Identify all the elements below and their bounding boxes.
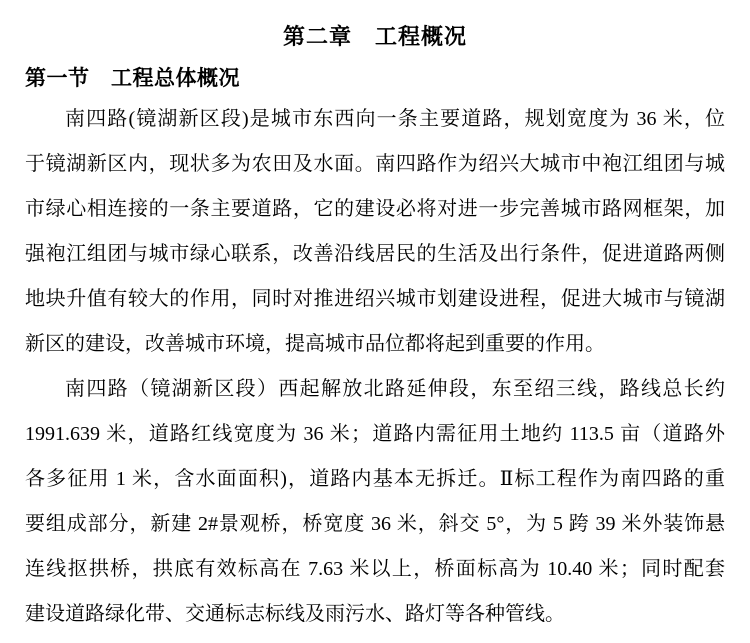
paragraph-line: 南四路（镜湖新区段）西起解放北路延伸段，东至绍三线，路线总长约 bbox=[65, 378, 725, 400]
paragraph-line: 市绿心相连接的一条主要道路，它的建设必将对进一步完善城市路网框架，加 bbox=[25, 198, 725, 220]
paragraph-line: 于镜湖新区内，现状多为农田及水面。南四路作为绍兴大城市中袍江组团与城 bbox=[25, 153, 725, 175]
paragraph-line: 强袍江组团与城市绿心联系，改善沿线居民的生活及出行条件，促进道路两侧 bbox=[25, 243, 725, 265]
document-body bbox=[25, 97, 725, 637]
paragraph-line: 地块升值有较大的作用，同时对推进绍兴城市划建设进程，促进大城市与镜湖 bbox=[25, 288, 725, 310]
section-heading: 第一节 工程总体概况 bbox=[25, 66, 240, 90]
paragraph-line: 连线抠拱桥，拱底有效标高在 7.63 米以上，桥面标高为 10.40 米；同时配套 bbox=[25, 558, 725, 580]
paragraph-line: 各多征用 1 米，含水面面积)，道路内基本无拆迁。Ⅱ标工程作为南四路的重 bbox=[25, 468, 725, 490]
paragraph-1 bbox=[25, 97, 725, 367]
paragraph-line: 要组成部分，新建 2#景观桥，桥宽度 36 米，斜交 5°，为 5 跨 39 米外装饰悬 bbox=[25, 513, 725, 535]
paragraph-line: 建设道路绿化带、交通标志标线及雨污水、路灯等各种管线。 bbox=[25, 603, 565, 625]
chapter-title: 第二章 工程概况 bbox=[282, 24, 467, 49]
paragraph-2 bbox=[25, 367, 725, 637]
paragraph-line: 南四路(镜湖新区段)是城市东西向一条主要道路，规划宽度为 36 米，位 bbox=[65, 108, 725, 130]
paragraph-line: 1991.639 米，道路红线宽度为 36 米；道路内需征用土地约 113.5 亩（道路外 bbox=[25, 423, 725, 445]
paragraph-line: 新区的建设，改善城市环境，提高城市品位都将起到重要的作用。 bbox=[25, 333, 605, 355]
